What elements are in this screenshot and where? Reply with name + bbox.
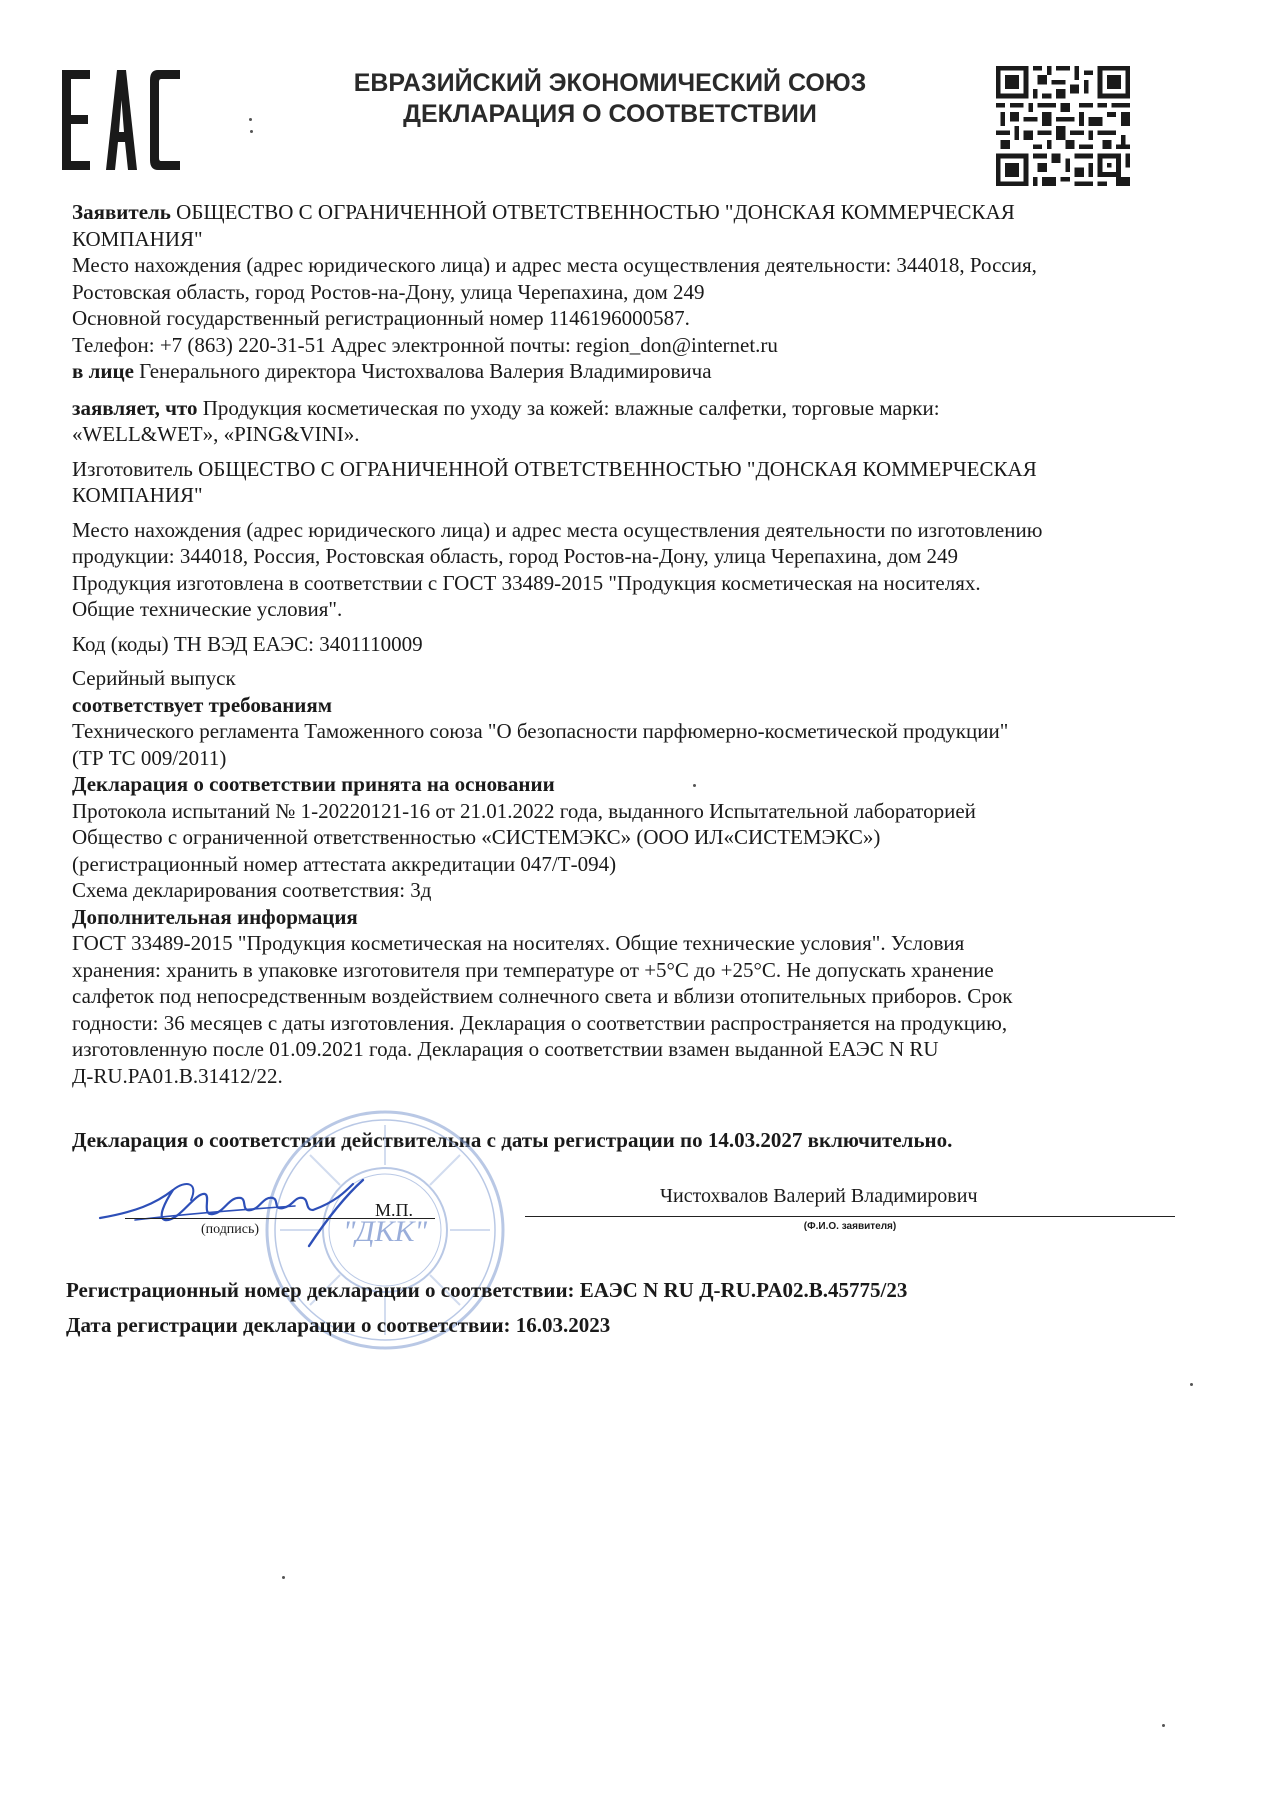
applicant-line1	[72, 199, 1182, 226]
gost-line2: Общие технические условия".	[72, 597, 343, 621]
header-title-line1: ЕВРАЗИЙСКИЙ ЭКОНОМИЧЕСКИЙ СОЮЗ	[353, 69, 867, 97]
declares-line1	[72, 395, 1182, 422]
fio-line	[525, 1216, 1175, 1217]
basis-line1: Протокола испытаний № 1-20220121-16 от 21.01.2022 года, выданного Испытательной лабораторией	[72, 798, 976, 823]
person-name: Генерального директора Чистохвалова Валерия Владимировича	[133, 359, 712, 383]
applicant-person	[72, 358, 1182, 385]
additional-line4: годности: 36 месяцев с даты изготовления. Декларация о соответствии распространяется на продукцию,	[72, 1010, 1008, 1035]
additional-line1: ГОСТ 33489-2015 "Продукция косметическая на носителях. Общие технические условия". Условия	[72, 931, 965, 955]
applicant-contacts: Телефон: +7 (863) 220-31-51 Адрес электронной почты: region_don@internet.ru	[72, 332, 778, 357]
signature-caption: (подпись)	[200, 1222, 260, 1237]
applicant-ogrn: Основной государственный регистрационный номер 1146196000587.	[72, 306, 690, 330]
stamp-place-label: М.П.	[375, 1200, 414, 1220]
applicant-address-line2: Ростовская область, город Ростов-на-Дону, улица Черепахина, дом 249	[72, 279, 705, 304]
declaration-body	[72, 199, 1182, 1089]
basis-label: Декларация о соответствии принята на основании	[72, 772, 555, 796]
fio-caption: (Ф.И.О. заявителя)	[803, 1221, 897, 1232]
person-label: в лице	[72, 359, 134, 383]
product-brands: «WELL&WET», «PING&VINI».	[72, 422, 360, 446]
additional-line5: изготовленную после 01.09.2021 года. Декларация о соответствии взамен выданной ЕАЭС N RU	[72, 1037, 939, 1061]
basis-scheme: Схема декларирования соответствия: 3д	[72, 878, 432, 902]
scan-speck	[250, 130, 253, 133]
validity-statement: Декларация о соответствии действительна с даты регистрации по 14.03.2027 включительно.	[72, 1128, 953, 1152]
header-title-line2: ДЕКЛАРАЦИЯ О СООТВЕТСТВИИ	[403, 100, 817, 128]
product-description: Продукция косметическая по уходу за кожей: влажные салфетки, торговые марки:	[197, 395, 940, 420]
mfg-address-line1: Место нахождения (адрес юридического лица) и адрес места осуществления деятельности по изготовлению	[72, 517, 1043, 542]
registration-date: Дата регистрации декларации о соответствии: 16.03.2023	[66, 1313, 611, 1337]
additional-line6: Д-RU.PA01.B.31412/22.	[72, 1063, 283, 1088]
tnved-code: Код (коды) ТН ВЭД ЕАЭС: 3401110009	[72, 631, 423, 656]
mfg-address-line2: продукции: 344018, Россия, Ростовская область, город Ростов-на-Дону, улица Черепахина, дом 249	[72, 544, 959, 568]
manufacturer-line1: Изготовитель ОБЩЕСТВО С ОГРАНИЧЕННОЙ ОТВЕТСТВЕННОСТЬЮ "ДОНСКАЯ КОММЕРЧЕСКАЯ	[72, 456, 1037, 481]
applicant-address-line1: Место нахождения (адрес юридического лица) и адрес места осуществления деятельности: 344018, Россия,	[72, 253, 1037, 277]
additional-label: Дополнительная информация	[72, 904, 358, 929]
additional-line2: хранения: хранить в упаковке изготовителя при температуре от +5°С до +25°С. Не допускать хранение	[72, 957, 994, 982]
serial-release: Серийный выпуск	[72, 666, 236, 690]
declares-label: заявляет, что	[72, 395, 198, 420]
basis-line2: Общество с ограниченной ответственностью «СИСТЕМЭКС» (ООО ИЛ«СИСТЕМЭКС»)	[72, 825, 881, 849]
registration-number: Регистрационный номер декларации о соответствии: ЕАЭС N RU Д-RU.PA02.B.45775/23	[66, 1278, 908, 1302]
regulation-line1: Технического регламента Таможенного союза "О безопасности парфюмерно-косметической продукции"	[72, 719, 1009, 743]
stamp-center-text: "ДКК"	[342, 1215, 428, 1248]
header-title	[250, 68, 970, 130]
eac-logo-icon	[62, 70, 180, 170]
applicant-label: Заявитель	[72, 200, 171, 224]
qr-code-icon	[996, 66, 1130, 186]
applicant-name-line2: КОМПАНИЯ"	[72, 226, 203, 251]
scan-speck	[1190, 1383, 1193, 1386]
applicant-name: ОБЩЕСТВО С ОГРАНИЧЕННОЙ ОТВЕТСТВЕННОСТЬЮ "ДОНСКАЯ КОММЕРЧЕСКАЯ	[170, 200, 1015, 224]
manufacturer-line2: КОМПАНИЯ"	[72, 483, 203, 507]
basis-line3: (регистрационный номер аттестата аккредитации 047/Т-094)	[72, 851, 617, 876]
scan-speck	[249, 118, 252, 121]
scan-speck	[282, 1576, 285, 1579]
additional-line3: салфеток под непосредственным воздействием солнечного света и вблизи отопительных приборов. Срок	[72, 984, 1013, 1008]
gost-line1: Продукция изготовлена в соответствии с ГОСТ 33489-2015 "Продукция косметическая на носителях.	[72, 570, 981, 595]
regulation-line2: (ТР ТС 009/2011)	[72, 745, 227, 770]
conformity-label: соответствует требованиям	[72, 692, 333, 717]
scan-speck	[1162, 1724, 1165, 1727]
scan-speck	[693, 784, 696, 787]
applicant-fio: Чистохвалов Валерий Владимирович	[660, 1185, 978, 1207]
